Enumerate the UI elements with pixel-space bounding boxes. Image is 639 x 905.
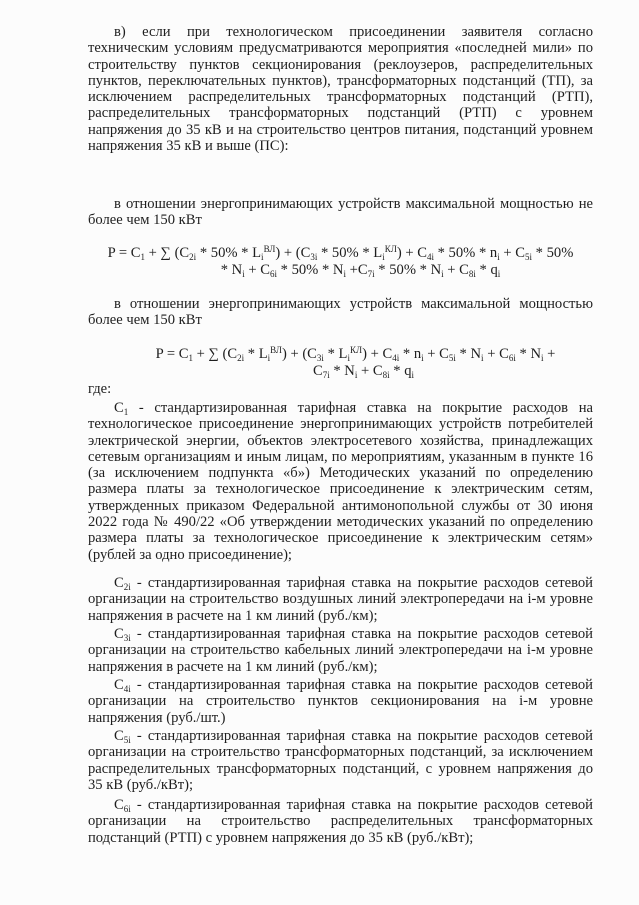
paragraph-v: в) если при технологическом присоединении заявителя согласно техническим условиям предусматриваются мероприятия «последней мили» по строительству пунктов секционирования (реклоузеров, распределительных пунктов, переключательных пунктов), трансформаторных подстанций (ТП), за исключением распределительных трансформаторных подстанций (РТП), распределительных трансформаторных подстанций (РТП) с уровнем напряжения до 35 кВ и на строительство центров питания, подстанций уровнем напряжения 35 кВ и выше (ПС):	[88, 24, 593, 155]
definition-c5: $C_{5i}$ - стандартизированная тарифная ставка на покрытие расходов сетевой организации на строительство трансформаторных подстанций, за исключением распределительных трансформаторных подстанций, с уровнем напряжения до 35 кВ (руб./кВт);	[88, 728, 593, 793]
paragraph-gt150: в отношении энергопринимающих устройств максимальной мощностью более чем 150 кВт	[88, 296, 593, 329]
definition-c2: $C_{2i}$ - стандартизированная тарифная ставка на покрытие расходов сетевой организации на строительство воздушных линий электропередачи на i-м уровне напряжения в расчете на 1 км линий (руб./км);	[88, 575, 593, 624]
definition-c4: $C_{4i}$ - стандартизированная тарифная ставка на покрытие расходов сетевой организации на строительство пунктов секционирования на i-м уровне напряжения (руб./шт.)	[88, 677, 593, 726]
formula-le150	[88, 245, 593, 279]
formula-le150-line1: $P = C_1$ + ∑ $(C_{2i} * 50\% * L_i^{ВЛ}) + (C_{3i} * 50\% * L_i^{КЛ}) + C_{4i} * 50\% * n_i + C_{5i} * 50\%$	[107, 244, 574, 262]
formula-le150-line2: * $N_i + C_{6i} * 50\% * N_i +C_{7i} * 50\% * N_i + C_{8i} * q_i$	[220, 262, 501, 279]
definition-c1: $C_1$ - стандартизированная тарифная ставка на покрытие расходов на технологическое присоединение энергопринимающих устройств потребителей электрической энергии, объектов электросетевого хозяйства, принадлежащих сетевым организациям и иным лицам, по мероприятиям, указанным в пункте 16 (за исключением подпункта «б») Методических указаний по определению размера платы за технологическое присоединение к электрическим сетям, утвержденных приказом Федеральной антимонопольной службы от 30 июня 2022 года № 490/22 «Об утверждении методических указаний по определению размера платы за технологическое присоединение к электрическим сетям» (рублей за одно присоединение);	[88, 400, 593, 563]
formula-gt150-line1: $P = C_1$ + ∑ $(C_{2i} * L_i^{ВЛ}) + (C_{3i} * L_i^{КЛ}) + C_{4i} * n_i + C_{5i} * N_i + C_{6i} * N_i$ +	[155, 345, 556, 363]
definition-c3: $C_{3i}$ - стандартизированная тарифная ставка на покрытие расходов сетевой организации на строительство кабельных линий электропередачи на i-м уровне напряжения в расчете на 1 км линий (руб./км);	[88, 626, 593, 675]
formula-gt150-line2: $C_{7i} * N_i + C_{8i} * q_i$	[312, 363, 415, 380]
paragraph-le150: в отношении энергопринимающих устройств максимальной мощностью не более чем 150 кВт	[88, 196, 593, 229]
where-label: где:	[88, 381, 112, 397]
definition-c6: $C_{6i}$ - стандартизированная тарифная ставка на покрытие расходов сетевой организации на строительство распределительных трансформаторных подстанций (РТП) с уровнем напряжения до 35 кВ (руб./кВт);	[88, 797, 593, 846]
formula-gt150	[88, 346, 593, 380]
